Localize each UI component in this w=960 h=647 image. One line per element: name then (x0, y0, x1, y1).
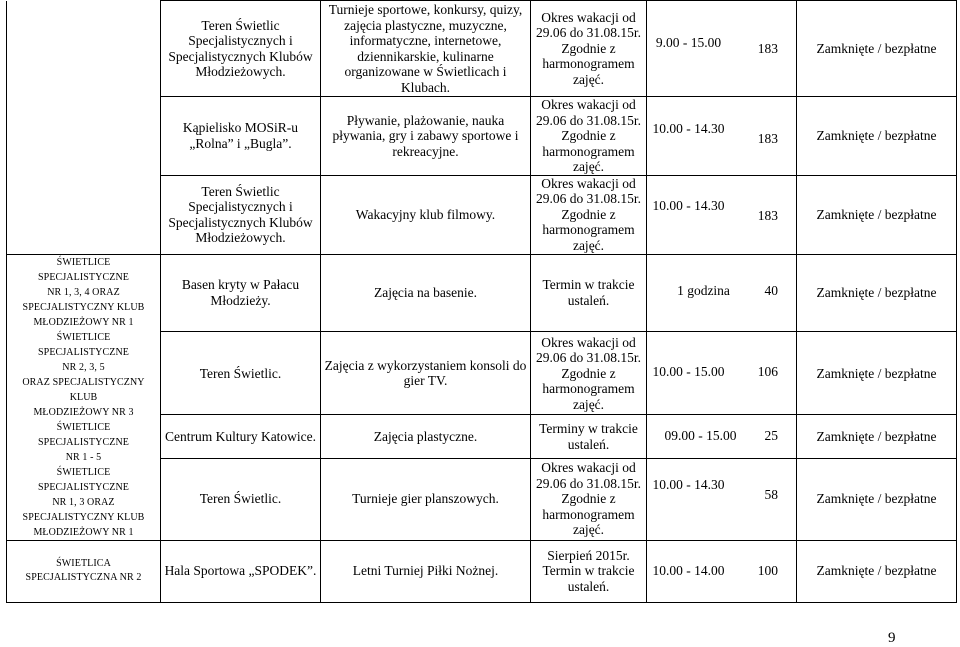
activities-table (6, 0, 957, 603)
access-cell: Zamknięte / bezpłatne (797, 97, 957, 176)
page-number: 9 (888, 630, 896, 646)
organizer-line: KLUB (69, 391, 98, 403)
time-value: 09.00 - 15.00 (664, 428, 737, 444)
org-cell-empty (7, 97, 161, 176)
period-cell: Okres wakacji od 29.06 do 31.08.15r. Zgodnie z harmonogramem zajęć. (531, 175, 647, 254)
time-value: 10.00 - 14.30 (652, 121, 725, 136)
table-row (7, 254, 957, 332)
time-count-cell (647, 97, 797, 176)
place-cell: Teren Świetlic. (161, 332, 321, 415)
time-count-cell (647, 254, 797, 332)
time-value: 10.00 - 14.00 (652, 562, 725, 578)
access-cell: Zamknięte / bezpłatne (797, 175, 957, 254)
organizer-line: SPECJALISTYCZNY KLUB (22, 301, 145, 313)
count-value: 183 (757, 131, 778, 146)
period-cell: Okres wakacji od 29.06 do 31.08.15r. Zgodnie z harmonogramem zajęć. (531, 97, 647, 176)
organizer-cell (7, 254, 161, 540)
organizer-line: ŚWIETLICE (56, 331, 111, 343)
org-cell-empty (7, 175, 161, 254)
place-cell: Basen kryty w Pałacu Młodzieży. (161, 254, 321, 332)
organizer-line: ŚWIETLICE (56, 256, 111, 268)
time-value: 10.00 - 15.00 (652, 364, 725, 380)
period-cell: Okres wakacji od 29.06 do 31.08.15r. Zgodnie z harmonogramem zajęć. (531, 458, 647, 540)
period-cell: Sierpień 2015r. Termin w trakcie ustaleń. (531, 540, 647, 602)
organizer-line: ORAZ SPECJALISTYCZNY (22, 376, 145, 388)
activity-cell: Letni Turniej Piłki Nożnej. (321, 540, 531, 602)
organizer-line: ŚWIETLICE (56, 466, 111, 478)
organizer-line: NR 1, 3, 4 ORAZ (47, 286, 120, 298)
organizer-line: SPECJALISTYCZNY KLUB (22, 511, 145, 523)
organizer-line: MŁODZIEŻOWY NR 1 (33, 526, 134, 538)
period-cell: Okres wakacji od 29.06 do 31.08.15r. Zgodnie z harmonogramem zajęć. (531, 1, 647, 97)
table-row (7, 540, 957, 602)
time-value: 1 godzina (677, 282, 730, 298)
table-row (7, 1, 957, 97)
access-cell: Zamknięte / bezpłatne (797, 458, 957, 540)
organizer-lines (9, 255, 158, 540)
time-count-cell (647, 458, 797, 540)
access-cell: Zamknięte / bezpłatne (797, 1, 957, 97)
organizer-line: NR 1, 3 ORAZ (52, 496, 115, 508)
count-value: 106 (757, 364, 778, 380)
activity-cell: Zajęcia plastyczne. (321, 415, 531, 459)
place-cell: Teren Świetlic. (161, 458, 321, 540)
count-value: 183 (757, 41, 778, 56)
period-cell: Okres wakacji od 29.06 do 31.08.15r. Zgodnie z harmonogramem zajęć. (531, 332, 647, 415)
organizer-line: SPECJALISTYCZNE (38, 346, 129, 358)
org-cell-empty (7, 1, 161, 97)
organizer-cell-last (7, 540, 161, 602)
count-value: 100 (757, 562, 778, 578)
place-cell: Kąpielisko MOSiR-u „Rolna” i „Bugla”. (161, 97, 321, 176)
access-cell: Zamknięte / bezpłatne (797, 540, 957, 602)
activity-cell: Zajęcia z wykorzystaniem konsoli do gier TV. (321, 332, 531, 415)
period-cell: Terminy w trakcie ustaleń. (531, 415, 647, 459)
organizer-last-line-1: ŚWIETLICA (56, 558, 111, 569)
organizer-last-line-2: SPECJALISTYCZNA NR 2 (25, 572, 142, 583)
count-value: 58 (764, 486, 778, 502)
activity-cell: Turnieje sportowe, konkursy, quizy, zajęcia plastyczne, muzyczne, informatyczne, internetowe, dziennikarskie, kulinarne organizowane w Świetlicach i Klubach. (321, 1, 531, 97)
access-cell: Zamknięte / bezpłatne (797, 254, 957, 332)
time-count-cell (647, 332, 797, 415)
place-cell: Hala Sportowa „SPODEK”. (161, 540, 321, 602)
time-count-cell (647, 175, 797, 254)
organizer-line: SPECJALISTYCZNE (38, 436, 129, 448)
table-row (7, 175, 957, 254)
access-cell: Zamknięte / bezpłatne (797, 332, 957, 415)
table-row (7, 97, 957, 176)
organizer-line: SPECJALISTYCZNE (38, 481, 129, 493)
access-cell: Zamknięte / bezpłatne (797, 415, 957, 459)
organizer-line: ŚWIETLICE (56, 421, 111, 433)
time-count-cell (647, 1, 797, 97)
time-value: 10.00 - 14.30 (652, 476, 725, 492)
count-value: 183 (757, 207, 778, 223)
activity-cell: Wakacyjny klub filmowy. (321, 175, 531, 254)
period-cell: Termin w trakcie ustaleń. (531, 254, 647, 332)
count-value: 40 (764, 282, 778, 298)
organizer-line: NR 1 - 5 (65, 451, 102, 463)
count-value: 25 (764, 428, 778, 444)
time-count-cell (647, 415, 797, 459)
place-cell: Teren Świetlic Specjalistycznych i Specjalistycznych Klubów Młodzieżowych. (161, 175, 321, 254)
time-count-cell (647, 540, 797, 602)
organizer-line: MŁODZIEŻOWY NR 1 (33, 316, 134, 328)
time-value: 10.00 - 14.30 (652, 197, 725, 213)
activity-cell: Zajęcia na basenie. (321, 254, 531, 332)
organizer-line: SPECJALISTYCZNE (38, 271, 129, 283)
organizer-line: MŁODZIEŻOWY NR 3 (33, 406, 134, 418)
place-cell: Centrum Kultury Katowice. (161, 415, 321, 459)
activity-cell: Turnieje gier planszowych. (321, 458, 531, 540)
activity-cell: Pływanie, plażowanie, nauka pływania, gry i zabawy sportowe i rekreacyjne. (321, 97, 531, 176)
organizer-line: NR 2, 3, 5 (62, 361, 105, 373)
time-value: 9.00 - 15.00 (655, 35, 722, 50)
place-cell: Teren Świetlic Specjalistycznych i Specjalistycznych Klubów Młodzieżowych. (161, 1, 321, 97)
